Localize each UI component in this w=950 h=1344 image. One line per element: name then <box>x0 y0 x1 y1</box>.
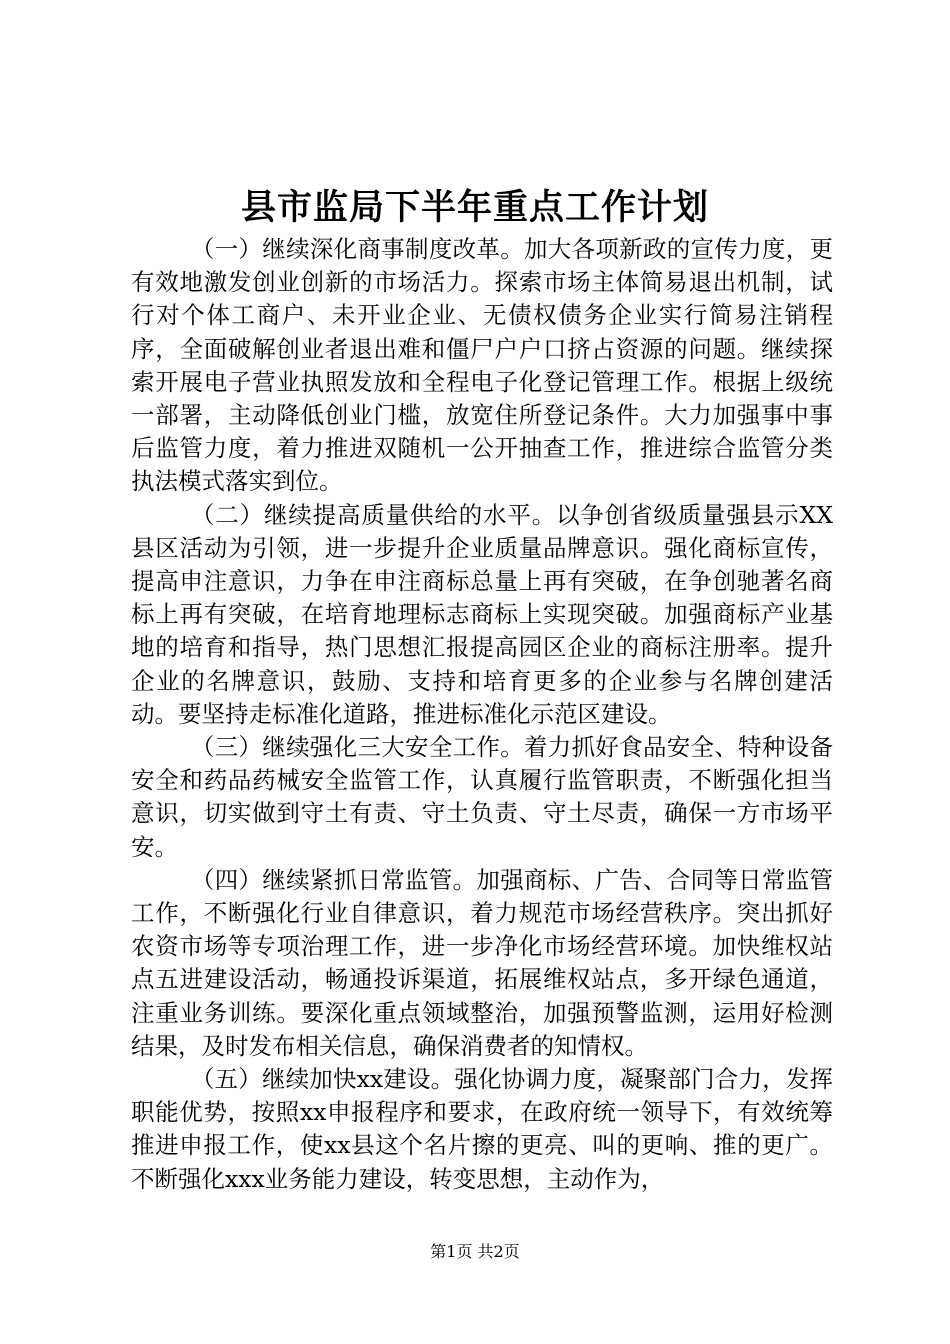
document-body <box>131 233 833 1196</box>
page-footer: 第1页 共2页 <box>430 1242 520 1261</box>
paragraph-1: （一）继续深化商事制度改革。加大各项新政的宣传力度，更有效地激发创业创新的市场活力。探索市场主体简易退出机制，试行对个体工商户、未开业企业、无债权债务企业实行简易注销程序，全面破解创业者退出难和僵尸户户口挤占资源的问题。继续探索开展电子营业执照发放和全程电子化登记管理工作。根据上级统一部署，主动降低创业门槛，放宽住所登记条件。大力加强事中事后监管力度，着力推进双随机一公开抽查工作，推进综合监管分类执法模式落实到位。 <box>131 235 833 496</box>
paragraph-3: （三）继续强化三大安全工作。着力抓好食品安全、特种设备安全和药品药械安全监管工作，认真履行监管职责，不断强化担当意识，切实做到守土有责、守土负责、守土尽责，确保一方市场平安。 <box>131 733 833 861</box>
paragraph-5: （五）继续加快xx建设。强化协调力度，凝聚部门合力，发挥职能优势，按照xx申报程序和要求，在政府统一领导下，有效统筹推进申报工作，使xx县这个名片擦的更亮、叫的更响、推的更广。不断强化xxx业务能力建设，转变思想，主动作为， <box>131 1065 833 1193</box>
document-title: 县市监局下半年重点工作计划 <box>240 187 709 228</box>
paragraph-4: （四）继续紧抓日常监管。加强商标、广告、合同等日常监管工作，不断强化行业自律意识，着力规范市场经营秩序。突出抓好农资市场等专项治理工作，进一步净化市场经营环境。加快维权站点五进建设活动，畅通投诉渠道，拓展维权站点，多开绿色通道，注重业务训练。要深化重点领域整治，加强预警监测，运用好检测结果，及时发布相关信息，确保消费者的知情权。 <box>131 865 833 1060</box>
paragraph-2: （二）继续提高质量供给的水平。以争创省级质量强县示XX县区活动为引领，进一步提升企业质量品牌意识。强化商标宣传，提高申注意识，力争在申注商标总量上再有突破，在争创驰著名商标上再有突破，在培育地理标志商标上实现突破。加强商标产业基地的培育和指导，热门思想汇报提高园区企业的商标注册率。提升企业的名牌意识，鼓励、支持和培育更多的企业参与名牌创建活动。要坚持走标准化道路，推进标准化示范区建设。 <box>131 500 833 728</box>
